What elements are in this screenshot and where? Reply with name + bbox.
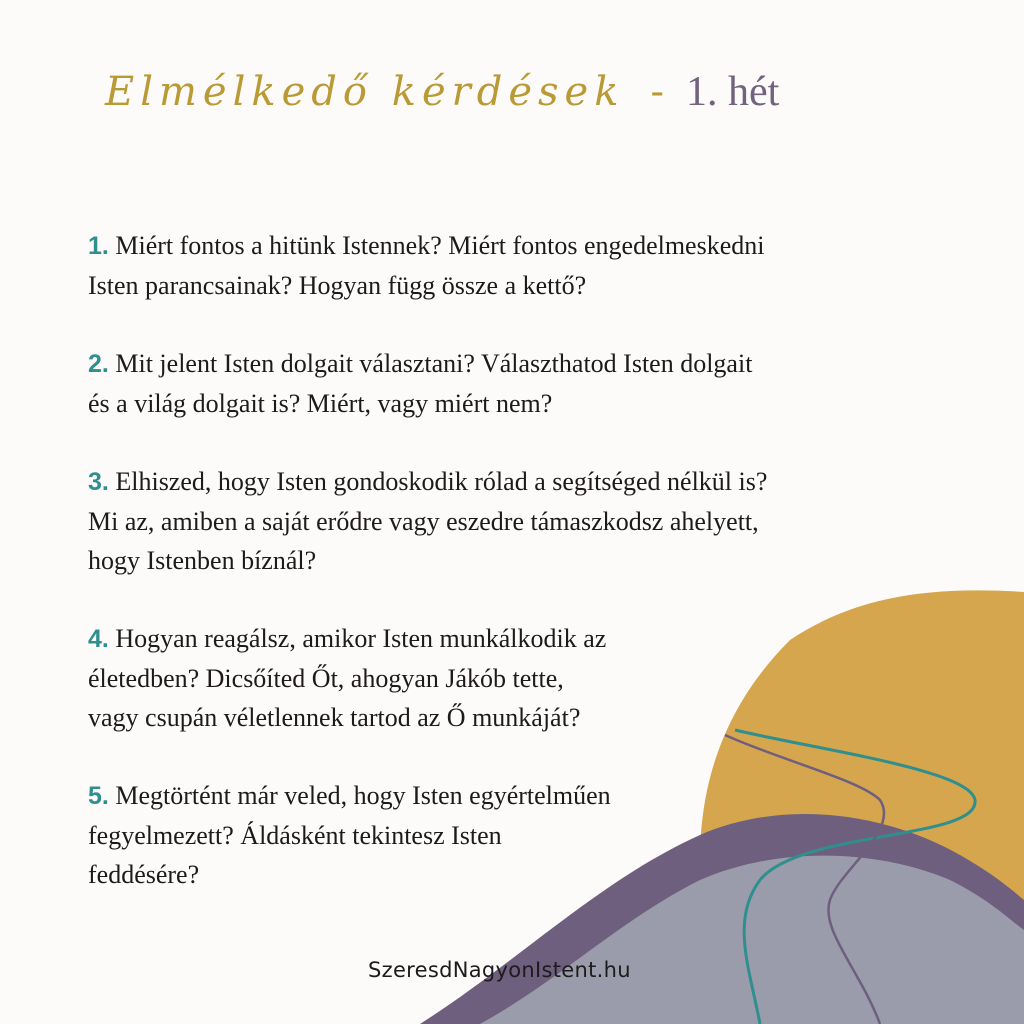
question-item (88, 462, 988, 580)
question-number: 5. (88, 782, 109, 810)
question-line: Mi az, amiben a saját erődre vagy eszedre támaszkodsz ahelyett, (88, 507, 759, 536)
question-item (88, 776, 988, 894)
question-line: fegyelmezett? Áldásként tekintesz Isten (88, 821, 502, 850)
question-text: Mit jelent Isten dolgait választani? Választhatod Isten dolgait (115, 349, 753, 378)
title-dash: - (650, 69, 664, 115)
website-footer-text: SzeresdNagyonIstent.hu (368, 958, 631, 982)
question-line (88, 462, 988, 502)
question-line (88, 619, 988, 659)
page-title (105, 68, 779, 138)
question-text: Megtörtént már veled, hogy Isten egyértelműen (115, 781, 611, 810)
question-text: Elhiszed, hogy Isten gondoskodik rólad a segítséged nélkül is? (115, 467, 768, 496)
question-list (88, 226, 988, 933)
question-line: életedben? Dicsőíted Őt, ahogyan Jákób tette, (88, 664, 564, 693)
question-item (88, 226, 988, 305)
question-number: 4. (88, 625, 109, 653)
question-line (88, 344, 988, 384)
question-number: 1. (88, 232, 109, 260)
title-script-text: Elmélkedő kérdések (105, 69, 625, 115)
question-number: 2. (88, 350, 109, 378)
question-number: 3. (88, 468, 109, 496)
question-line: és a világ dolgait is? Miért, vagy miért nem? (88, 389, 553, 418)
question-text: Miért fontos a hitünk Istennek? Miért fontos engedelmeskedni (115, 231, 765, 260)
question-line: hogy Istenben bíznál? (88, 546, 317, 575)
question-text: Hogyan reagálsz, amikor Isten munkálkodik az (115, 624, 607, 653)
question-line (88, 776, 988, 816)
title-week: 1. hét (685, 69, 780, 115)
question-line: Isten parancsainak? Hogyan függ össze a kettő? (88, 271, 587, 300)
question-line: vagy csupán véletlennek tartod az Ő munkáját? (88, 703, 581, 732)
question-item (88, 619, 988, 737)
question-item (88, 344, 988, 423)
question-line (88, 226, 988, 266)
question-line: feddésére? (88, 860, 200, 889)
